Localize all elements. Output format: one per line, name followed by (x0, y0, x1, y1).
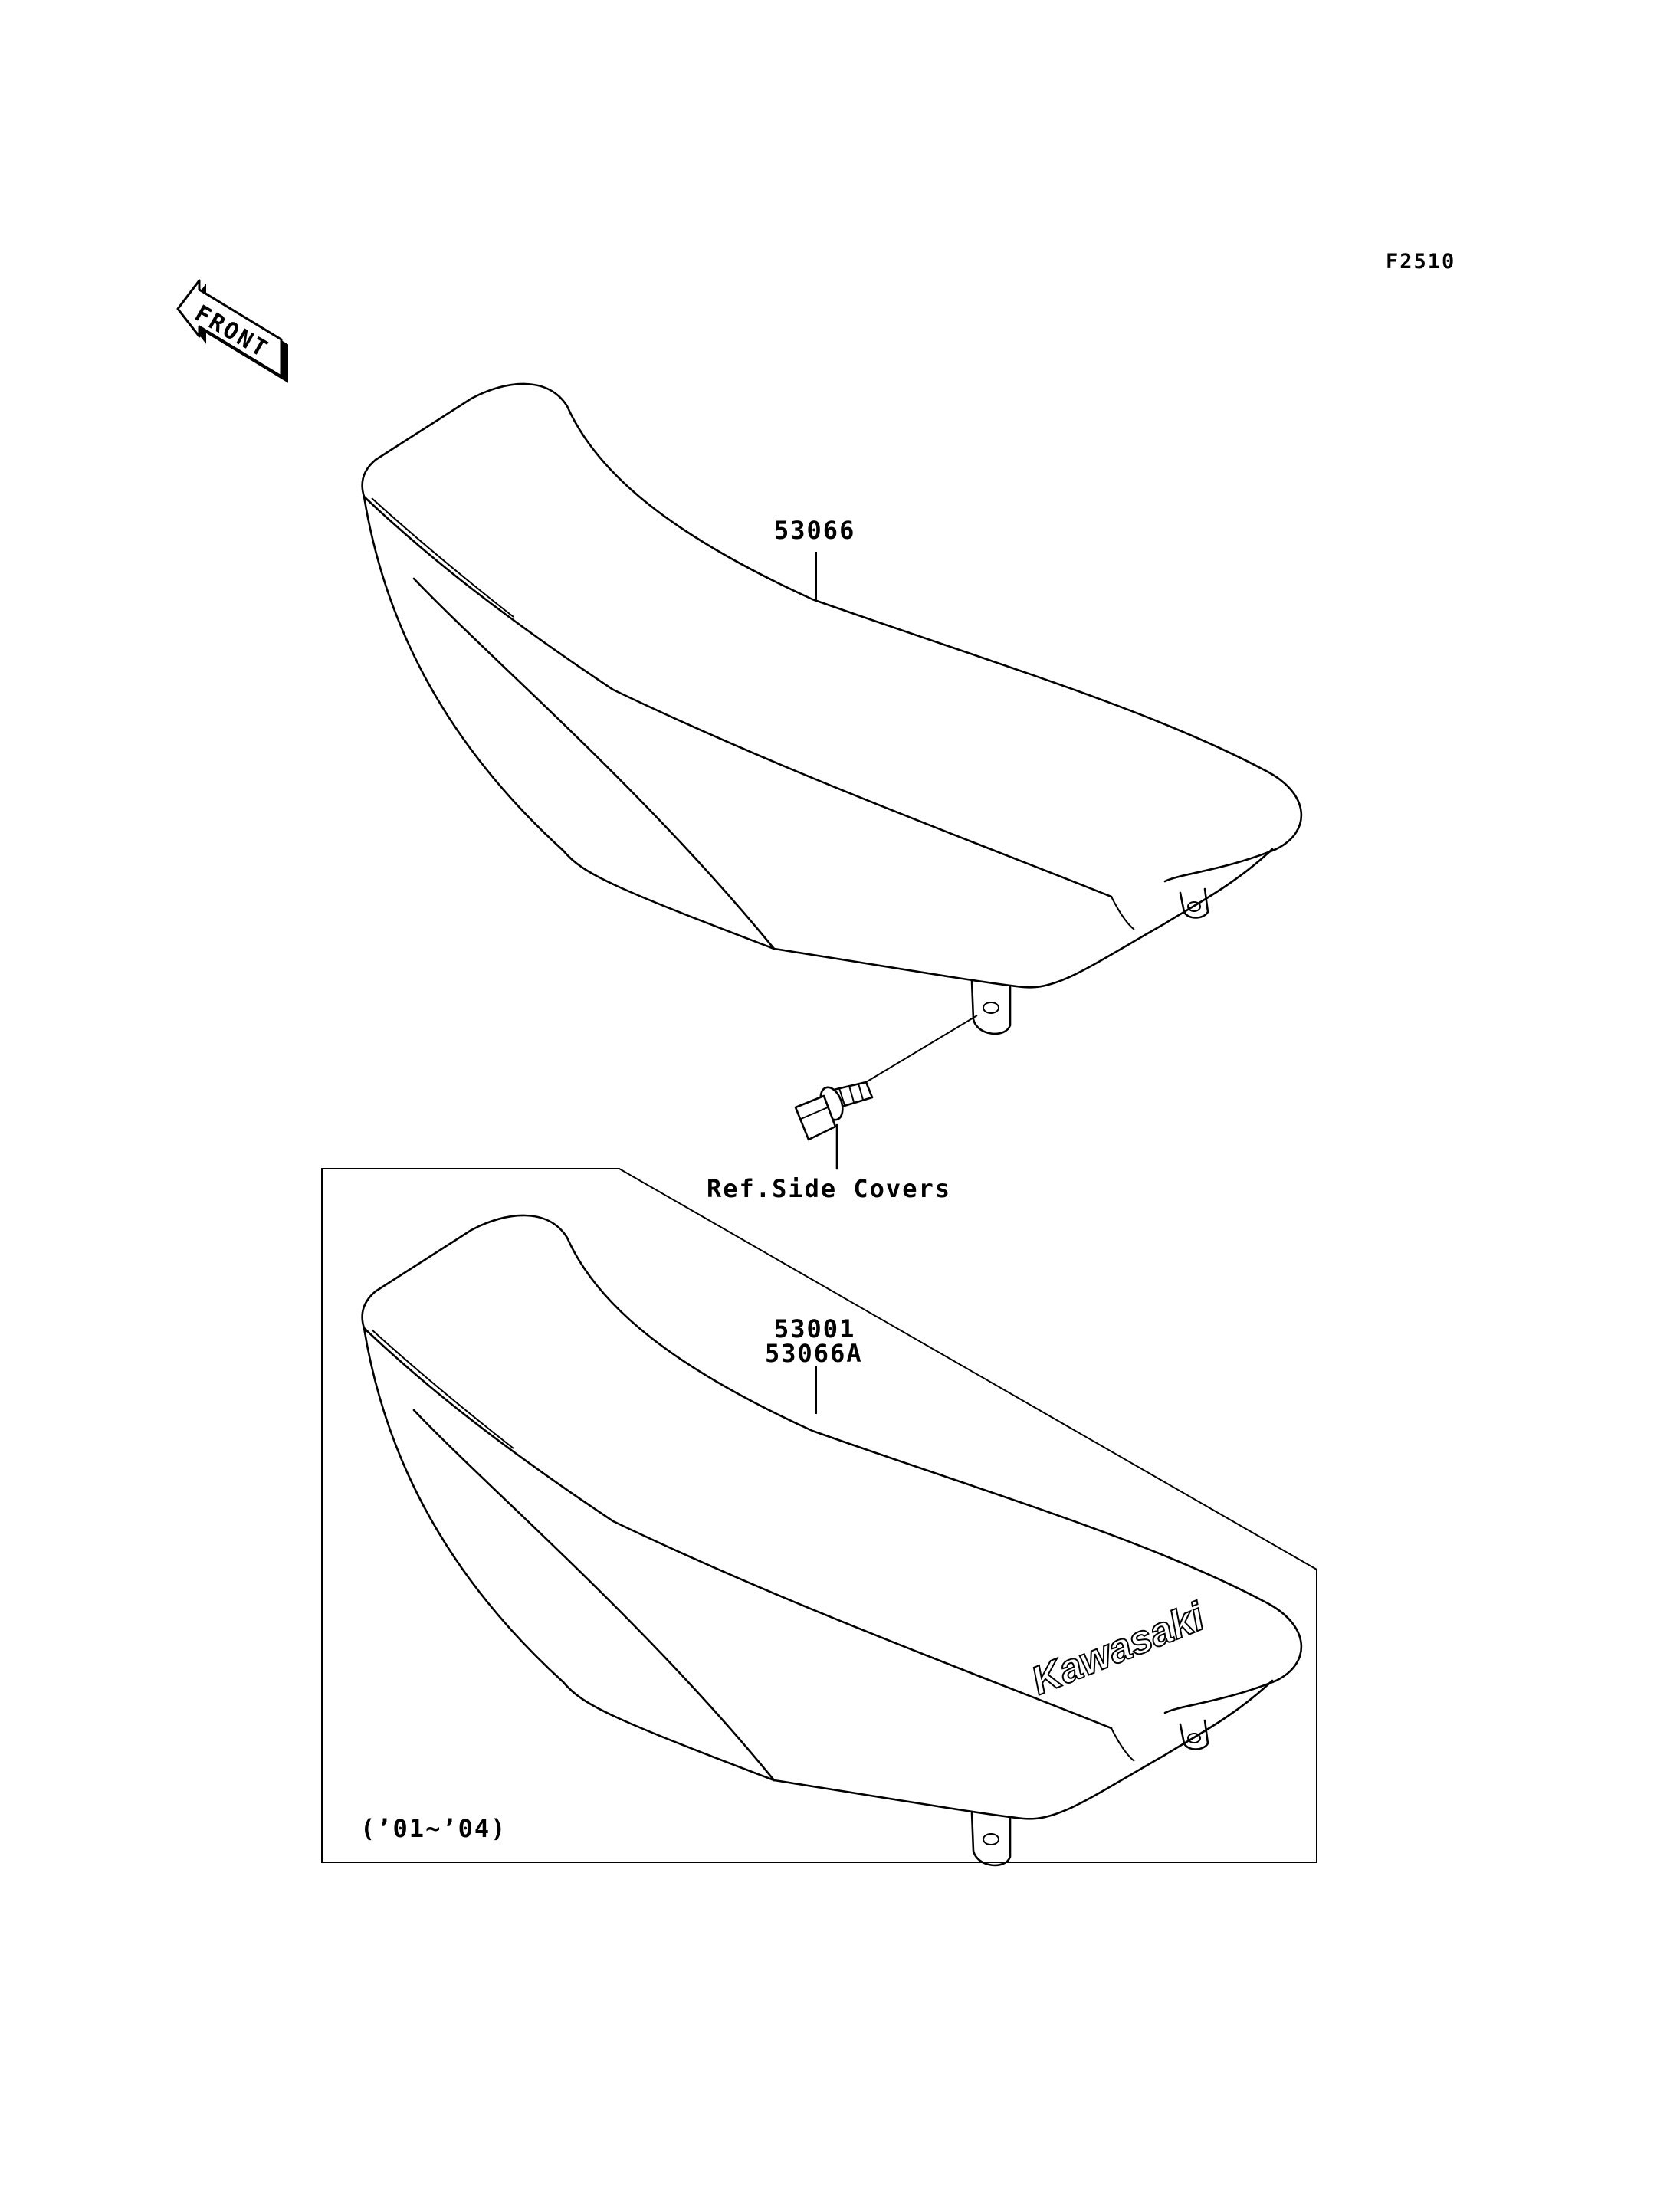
seat-alt-drawing (363, 1215, 1301, 1865)
callout-ref-side-covers: Ref.Side Covers (707, 1174, 951, 1203)
front-arrow-label: FRONT (190, 300, 274, 364)
callout-seat-main: 53066 (774, 516, 856, 545)
callout-seat-alt-1: 53001 (774, 1314, 856, 1343)
figure-code: F2510 (1386, 250, 1456, 274)
bolt-drawing (796, 1015, 977, 1169)
callout-seat-alt-2: 53066A (765, 1339, 863, 1368)
inset-year-note: (’01~’04) (360, 1814, 507, 1843)
seat-logo: Kawasaki (1025, 1594, 1211, 1704)
front-arrow-icon (178, 280, 287, 382)
inset-frame (322, 1169, 1317, 1862)
seat-main-drawing (363, 384, 1301, 1034)
